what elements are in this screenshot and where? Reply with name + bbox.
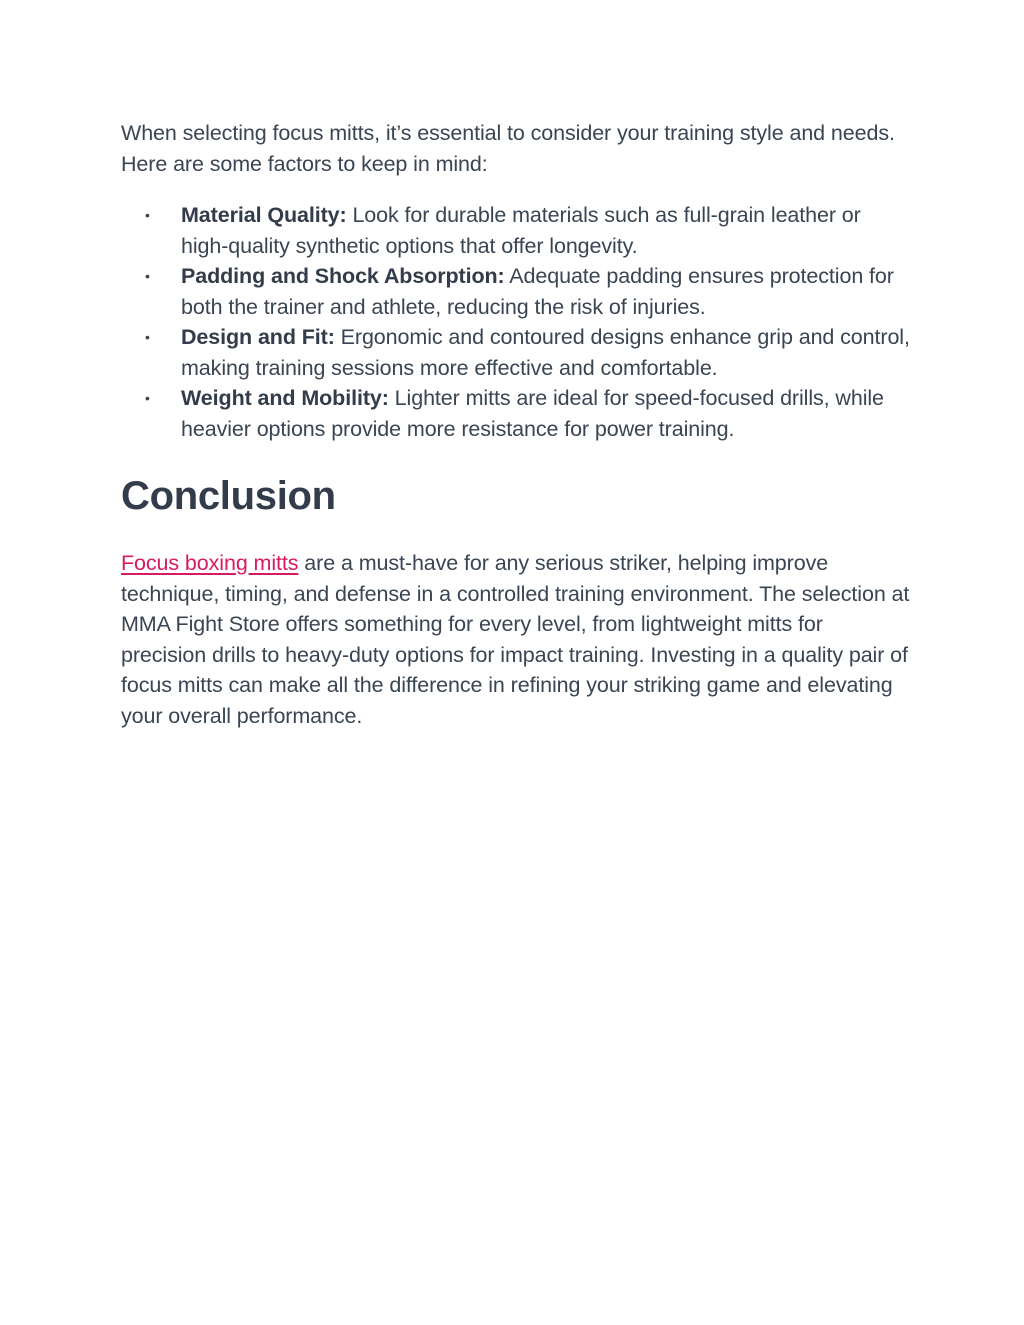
- factor-text: Lighter mitts are ideal for speed-focused drills, while heavier options provide more resistance for power training.: [181, 386, 884, 441]
- factor-text: Look for durable materials such as full-grain leather or high-quality synthetic options that offer longevity.: [181, 203, 861, 258]
- list-item: [121, 261, 911, 322]
- intro-paragraph: When selecting focus mitts, it’s essential to consider your training style and needs. Here are some factors to keep in mind:: [121, 121, 895, 176]
- bullet-icon: •: [145, 329, 150, 345]
- bullet-icon: •: [145, 268, 150, 284]
- document-page: [121, 118, 911, 732]
- factor-title: Material Quality:: [181, 203, 347, 227]
- bullet-icon: •: [145, 207, 150, 223]
- conclusion-paragraph: [121, 548, 911, 732]
- factor-title: Design and Fit:: [181, 325, 335, 349]
- factor-text: Ergonomic and contoured designs enhance grip and control, making training sessions more effective and comfortable.: [181, 325, 910, 380]
- conclusion-body: are a must-have for any serious striker, helping improve technique, timing, and defense in a controlled training environment. The selection at MMA Fight Store offers something for every level, from lightweight mitts for precision drills to heavy-duty options for impact training. Investing in a quality pair of focus mitts can make all the difference in refining your striking game and elevating your overall performance.: [121, 551, 910, 728]
- focus-boxing-mitts-link[interactable]: Focus boxing mitts: [121, 551, 299, 575]
- list-item: [121, 200, 911, 261]
- list-item: [121, 322, 911, 383]
- factor-text: Adequate padding ensures protection for both the trainer and athlete, reducing the risk of injuries.: [181, 264, 894, 319]
- list-item: [121, 383, 911, 444]
- factor-title: Padding and Shock Absorption:: [181, 264, 505, 288]
- factor-title: Weight and Mobility:: [181, 386, 389, 410]
- section-heading: Conclusion: [121, 474, 336, 518]
- bullet-icon: •: [145, 390, 150, 406]
- factors-list: [121, 200, 911, 444]
